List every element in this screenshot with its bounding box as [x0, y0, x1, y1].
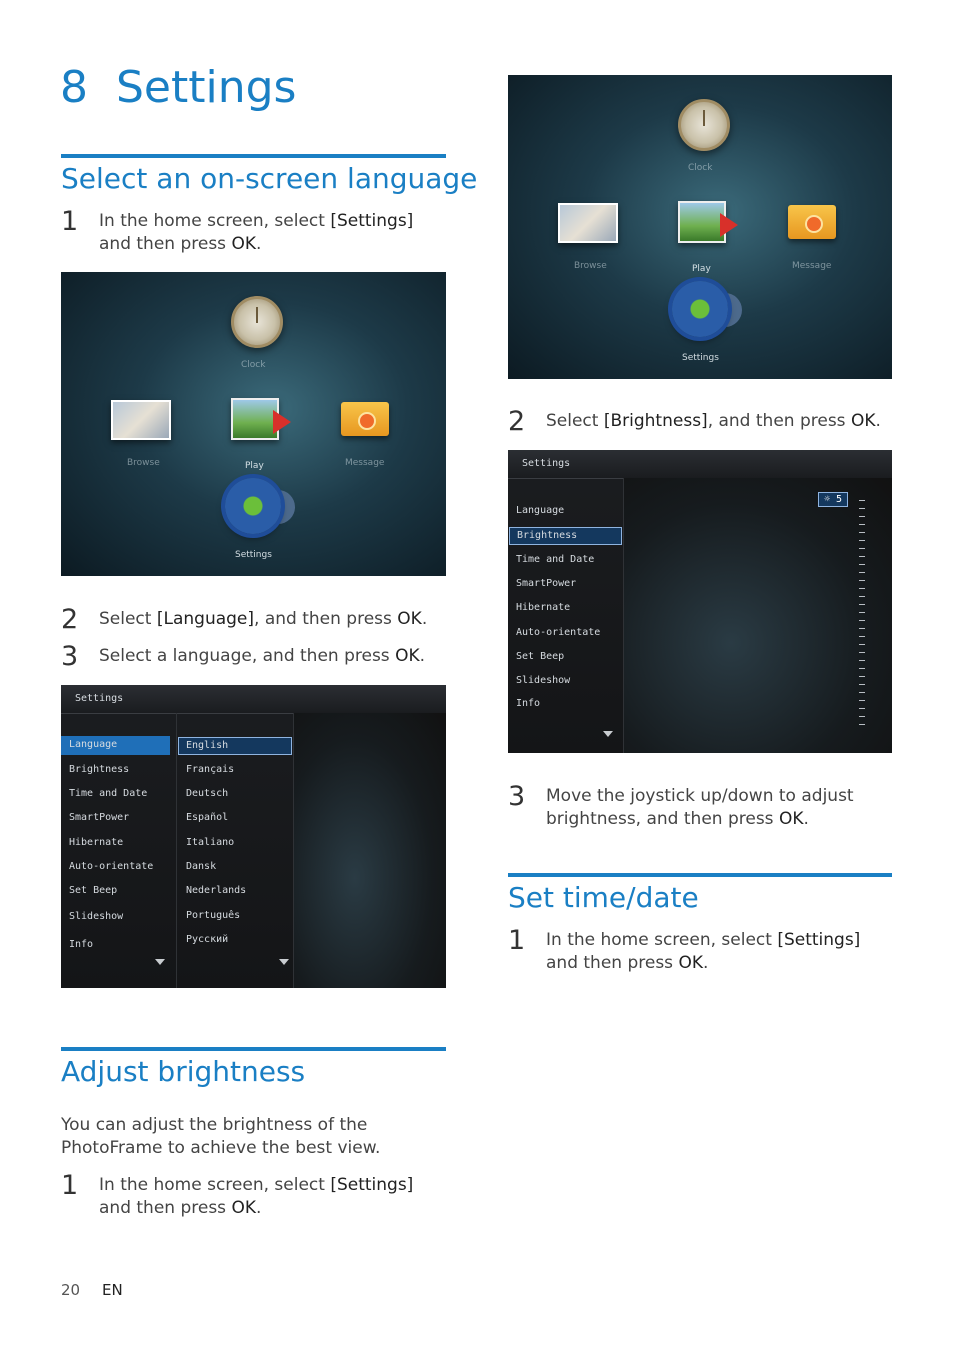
play-label: Play: [245, 461, 264, 471]
home-screen-shot: [61, 272, 446, 576]
menu-item-auto-orientate[interactable]: Auto-orientate: [516, 627, 601, 638]
menu-preview-area: [624, 478, 892, 753]
settings-label: Settings: [235, 550, 272, 560]
menu-item-brightness[interactable]: Brightness: [509, 527, 622, 545]
chapter-title: [60, 62, 296, 113]
language-menu-shot: [61, 685, 446, 988]
browse-label: Browse: [574, 261, 607, 271]
language-option-russian[interactable]: Русский: [186, 934, 229, 945]
browse-icon: [111, 400, 171, 440]
section-rule-language: [61, 154, 446, 158]
scroll-down-icon[interactable]: [279, 959, 289, 965]
brightness-menu-shot: [508, 450, 892, 753]
language-option-portuguese[interactable]: Português: [186, 910, 241, 921]
chapter-number: 8: [60, 62, 88, 113]
menu-item-language[interactable]: Language: [516, 505, 565, 516]
menu-item-set-beep[interactable]: Set Beep: [516, 651, 565, 662]
brightness-intro: You can adjust the brightness of the PhotoFrame to achieve the best view.: [61, 1115, 381, 1158]
menu-item-slideshow[interactable]: Slideshow: [516, 675, 571, 686]
section-title-brightness: Adjust brightness: [61, 1055, 306, 1088]
brightness-step-2: [508, 406, 892, 437]
brightness-slider[interactable]: [859, 500, 865, 732]
browse-label: Browse: [127, 458, 160, 468]
step-text: Select [Brightness], and then press OK.: [546, 411, 881, 431]
language-step-1: [61, 206, 446, 256]
clock-label: Clock: [241, 360, 266, 370]
section-title-language: Select an on-screen language: [61, 162, 478, 195]
settings-gear-icon: [225, 478, 281, 534]
home-screen-shot-2: [508, 75, 892, 379]
step-text: In the home screen, select [Settings] and then press OK.: [99, 1175, 414, 1218]
brightness-value: 5: [836, 494, 843, 505]
language-step-2: [61, 604, 446, 635]
section-rule-brightness: [61, 1047, 446, 1051]
play-icon: [231, 398, 279, 440]
language-option-italian[interactable]: Italiano: [186, 837, 235, 848]
menu-item-time-date[interactable]: Time and Date: [69, 788, 148, 799]
menu-item-info[interactable]: Info: [69, 939, 94, 950]
page-language: EN: [102, 1281, 123, 1299]
language-option-spanish[interactable]: Español: [186, 812, 229, 823]
step-number: 1: [61, 206, 79, 237]
page-number: 20: [61, 1281, 81, 1299]
message-icon: [788, 205, 836, 239]
step-number: 3: [508, 781, 526, 812]
menu-item-smartpower[interactable]: SmartPower: [516, 578, 577, 589]
clock-icon: [678, 99, 730, 151]
language-step-3: [61, 641, 446, 672]
language-option-french[interactable]: Français: [186, 764, 235, 775]
brightness-level-indicator: ☼ 5: [818, 492, 848, 507]
language-option-danish[interactable]: Dansk: [186, 861, 217, 872]
language-option-english[interactable]: English: [178, 737, 292, 755]
menu-item-auto-orientate[interactable]: Auto-orientate: [69, 861, 154, 872]
step-number: 1: [61, 1170, 79, 1201]
step-number: 1: [508, 925, 526, 956]
language-option-german[interactable]: Deutsch: [186, 788, 229, 799]
step-number: 3: [61, 641, 79, 672]
menu-item-info[interactable]: Info: [516, 698, 541, 709]
message-label: Message: [345, 458, 385, 468]
settings-label: Settings: [682, 353, 719, 363]
scroll-down-icon[interactable]: [603, 731, 613, 737]
step-number: 2: [61, 604, 79, 635]
settings-gear-icon: [672, 281, 728, 337]
menu-item-slideshow[interactable]: Slideshow: [69, 911, 124, 922]
menu-item-time-date[interactable]: Time and Date: [516, 554, 595, 565]
step-text: In the home screen, select [Settings] and then press OK.: [99, 211, 414, 254]
clock-label: Clock: [688, 163, 713, 173]
section-rule-timedate: [508, 873, 892, 877]
scroll-down-icon[interactable]: [155, 959, 165, 965]
timedate-step-1: [508, 925, 892, 975]
chapter-name: Settings: [116, 62, 297, 113]
menu-item-language[interactable]: Language: [61, 736, 170, 755]
language-option-dutch[interactable]: Nederlands: [186, 885, 247, 896]
menu-header: Settings: [508, 450, 892, 479]
clock-icon: [231, 296, 283, 348]
brightness-step-3: [508, 781, 892, 831]
step-number: 2: [508, 406, 526, 437]
step-text: In the home screen, select [Settings] and then press OK.: [546, 930, 861, 973]
menu-header: Settings: [61, 685, 446, 714]
menu-preview-area: [294, 713, 446, 988]
browse-icon: [558, 203, 618, 243]
play-label: Play: [692, 264, 711, 274]
menu-item-smartpower[interactable]: SmartPower: [69, 812, 130, 823]
menu-settings-column: [508, 478, 624, 753]
menu-item-set-beep[interactable]: Set Beep: [69, 885, 118, 896]
menu-item-hibernate[interactable]: Hibernate: [69, 837, 124, 848]
step-text: Select [Language], and then press OK.: [99, 609, 428, 629]
message-label: Message: [792, 261, 832, 271]
step-text: Move the joystick up/down to adjust brightness, and then press OK.: [546, 786, 854, 829]
brightness-step-1: [61, 1170, 446, 1220]
section-title-timedate: Set time/date: [508, 881, 699, 914]
menu-item-brightness[interactable]: Brightness: [69, 764, 130, 775]
menu-item-hibernate[interactable]: Hibernate: [516, 602, 571, 613]
message-icon: [341, 402, 389, 436]
play-icon: [678, 201, 726, 243]
step-text: Select a language, and then press OK.: [99, 646, 426, 666]
